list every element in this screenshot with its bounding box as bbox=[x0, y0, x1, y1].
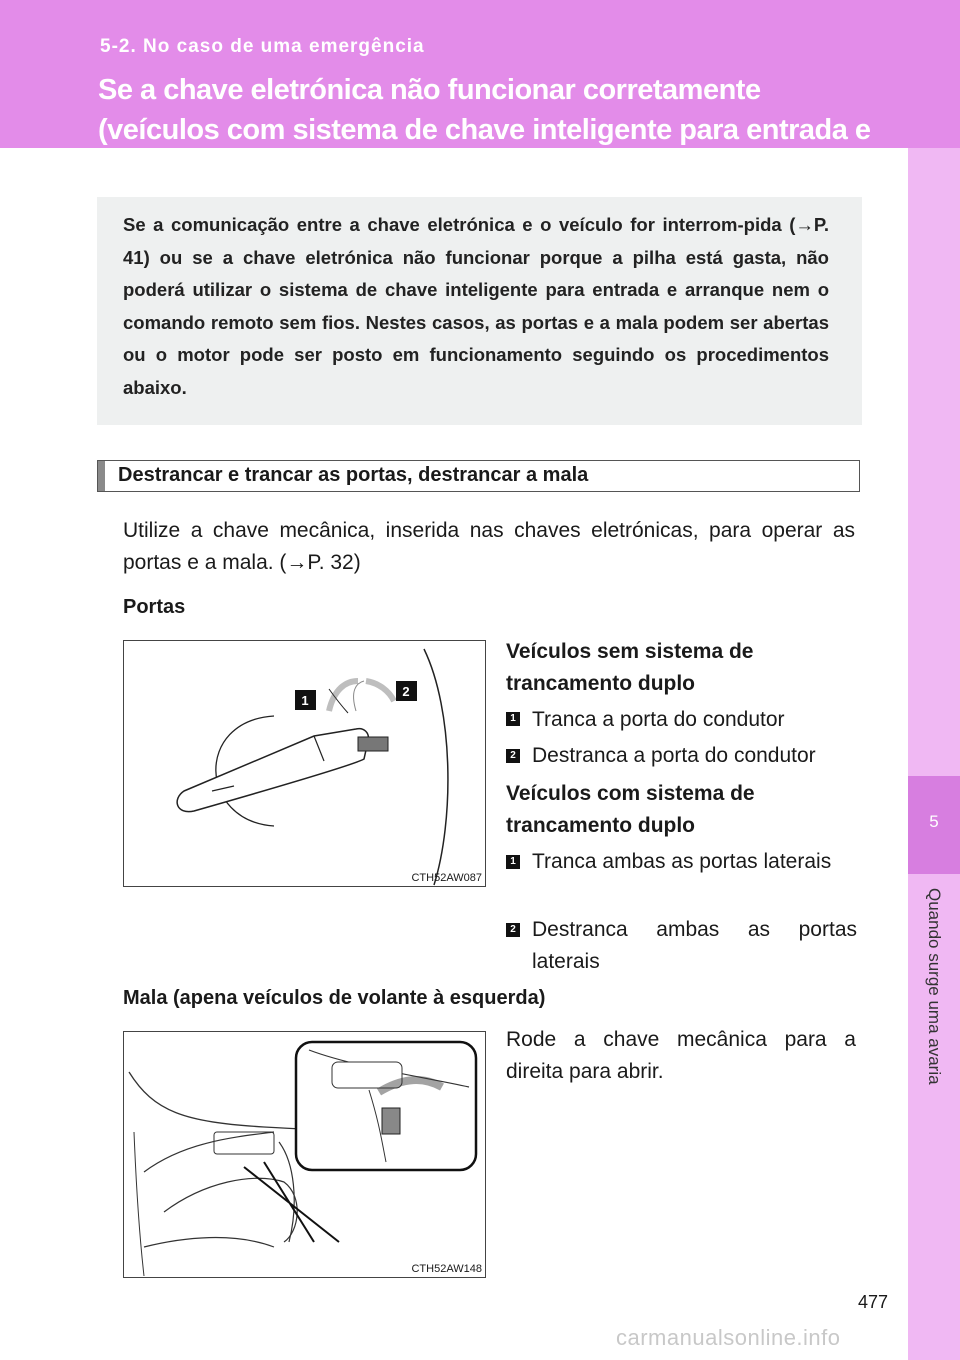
chapter-number: 5 bbox=[929, 812, 939, 831]
door-handle-illustration bbox=[124, 641, 485, 886]
chapter-label: Quando surge uma avaria bbox=[925, 888, 944, 1085]
door-handle-figure bbox=[123, 640, 486, 887]
section-heading-marker bbox=[98, 461, 105, 491]
mala-heading: Mala (apena veículos de volante à esquerda) bbox=[123, 987, 546, 1009]
without-double-lock-heading: Veículos sem sistema de trancamento duplo bbox=[506, 640, 754, 695]
trunk-figure bbox=[123, 1031, 486, 1278]
with-double-lock-heading: Veículos com sistema de trancamento duplo bbox=[506, 782, 755, 837]
mala-text: Rode a chave mecânica para a direita para abrir. bbox=[506, 1028, 856, 1083]
item-2-badge: 2 bbox=[506, 749, 520, 763]
header-banner bbox=[0, 0, 960, 186]
with-item-1: Tranca ambas as portas laterais bbox=[532, 850, 832, 873]
item-1-badge: 1 bbox=[506, 712, 520, 726]
without-item-2: Destranca a porta do condutor bbox=[532, 744, 816, 767]
intro-box bbox=[97, 197, 862, 425]
page-title: Se a chave eletrónica não funcionar corretamente (veículos com sistema de chave inteligente para entrada e arranque) bbox=[98, 74, 871, 186]
callout-1: 1 bbox=[301, 693, 309, 708]
without-item-1: Tranca a porta do condutor bbox=[532, 708, 785, 731]
figure-code-2: CTH52AW148 bbox=[411, 1263, 482, 1275]
trunk-illustration bbox=[124, 1032, 485, 1277]
chapter-sidebar bbox=[908, 148, 960, 1360]
item-1-badge-b: 1 bbox=[506, 855, 520, 869]
watermark: carmanualsonline.info bbox=[616, 1325, 841, 1350]
with-item-2: Destranca ambas as portas laterais bbox=[532, 918, 857, 973]
callout-2: 2 bbox=[402, 684, 410, 699]
section-label: 5-2. No caso de uma emergência bbox=[100, 36, 425, 57]
item-2-badge-b: 2 bbox=[506, 923, 520, 937]
section-heading bbox=[97, 460, 860, 492]
intro-text: Se a comunicação entre a chave eletrónica e o veículo for interrom-pida (→P. 41) ou se a chave eletrónica não funcionar porque a pilha está gasta, não poderá utilizar o sistema de chave inteligente para entrada e arranque nem o comando remoto sem fios. Nestes casos, as portas e a mala podem ser abertas ou o motor pode ser posto em funcionamento seguindo os procedimentos abaixo. bbox=[123, 214, 829, 398]
body-text: Utilize a chave mecânica, inserida nas chaves eletrónicas, para operar as portas e a mala. (→P. 32) bbox=[123, 519, 855, 574]
figure-code: CTH52AW087 bbox=[411, 872, 482, 884]
section-heading-text: Destrancar e trancar as portas, destrancar a mala bbox=[118, 464, 589, 486]
portas-heading: Portas bbox=[123, 596, 186, 618]
page-number: 477 bbox=[858, 1292, 889, 1312]
